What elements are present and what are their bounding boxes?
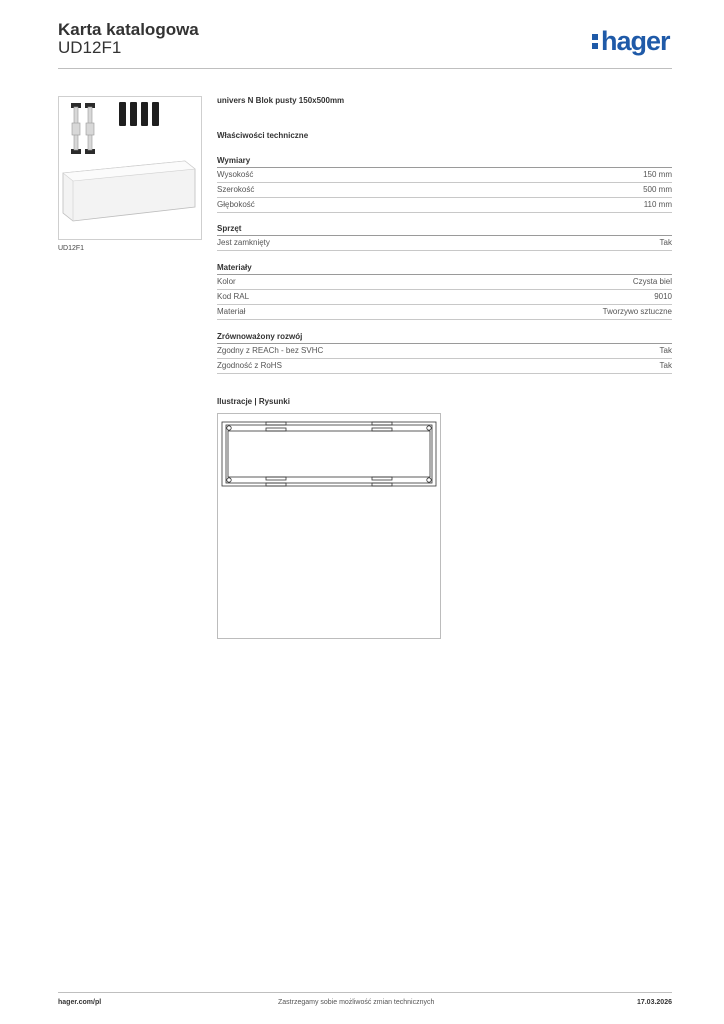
spec-row [217, 183, 672, 198]
specs-section-title: Właściwości techniczne [217, 131, 309, 140]
spec-row [217, 168, 672, 183]
technical-drawing [217, 413, 441, 639]
spec-value: Tworzywo sztuczne [602, 307, 672, 316]
product-image [58, 96, 202, 240]
spec-group-title: Sprzęt [217, 224, 672, 236]
spec-group-sustainability [217, 332, 672, 374]
spec-label: Materiał [217, 307, 246, 316]
spec-value: 110 mm [643, 200, 672, 209]
spec-row [217, 275, 672, 290]
spec-label: Szerokość [217, 185, 255, 194]
spec-row [217, 236, 672, 251]
footer-website: hager.com/pl [58, 999, 102, 1006]
footer-date: 17.03.2026 [636, 999, 672, 1006]
illustrations-title: Ilustracje | Rysunki [217, 397, 290, 406]
spec-label: Głębokość [217, 200, 255, 209]
logo-dots-icon [592, 34, 599, 52]
front-view-drawing-icon [218, 414, 440, 638]
hager-logo [592, 26, 670, 56]
spec-group-title: Materiały [217, 263, 672, 275]
spec-value: 500 mm [643, 185, 672, 194]
logo-text: hager [601, 26, 670, 56]
spec-row [217, 344, 672, 359]
spec-group-equipment [217, 224, 672, 251]
document-title: Karta katalogowa [58, 20, 199, 39]
spec-group-title: Wymiary [217, 156, 672, 168]
spec-row [217, 290, 672, 305]
spec-value: 150 mm [643, 170, 672, 179]
product-title: univers N Blok pusty 150x500mm [217, 96, 345, 105]
image-caption: UD12F1 [58, 245, 85, 252]
spec-row [217, 359, 672, 374]
spec-label: Wysokość [217, 170, 254, 179]
footer-disclaimer: Zastrzegamy sobie możliwość zmian technicznych [278, 999, 435, 1006]
spec-row [217, 198, 672, 213]
product-illustration-icon [59, 97, 201, 239]
spec-label: Kod RAL [217, 292, 250, 301]
spec-value: 9010 [654, 292, 672, 301]
spec-group-materials [217, 263, 672, 320]
spec-label: Zgodny z REACh - bez SVHC [217, 346, 324, 355]
spec-value: Tak [659, 238, 672, 247]
product-code: UD12F1 [58, 38, 122, 57]
spec-group-dimensions [217, 156, 672, 213]
spec-label: Jest zamknięty [217, 238, 270, 247]
spec-value: Czysta biel [632, 277, 672, 286]
spec-value: Tak [659, 346, 672, 355]
spec-value: Tak [659, 361, 672, 370]
spec-label: Kolor [217, 277, 236, 286]
footer-divider [58, 992, 672, 993]
spec-group-title: Zrównoważony rozwój [217, 332, 672, 344]
spec-row [217, 305, 672, 320]
header-divider [58, 68, 672, 69]
spec-label: Zgodność z RoHS [217, 361, 282, 370]
